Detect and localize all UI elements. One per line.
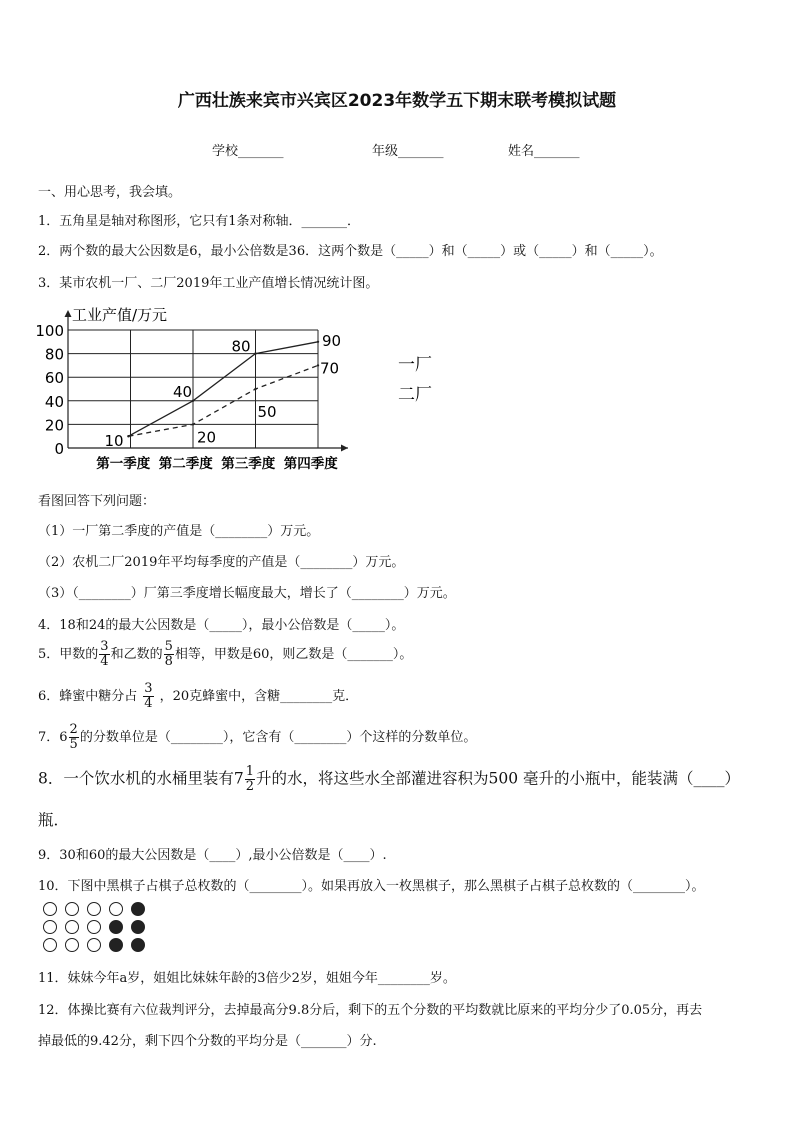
question-5: 5．甲数的 $\frac{3}{4}$ 和乙数的 $\frac{5}{8}$ 相等，甲数是60，则乙数是（_______）。	[38, 639, 413, 669]
question-3: 3．某市农机一厂、二厂2019年工业产值增长情况统计图。	[38, 276, 379, 291]
data-point	[317, 341, 319, 343]
page-title: 广西壮族来宾市兴宾区2023年数学五下期末联考模拟试题	[177, 91, 617, 111]
data-label: 90	[322, 331, 342, 350]
question-6: 6．蜂蜜中糖分占 $\frac{3}{4}$ ，20克蜂蜜中，含糖________克．	[38, 681, 359, 711]
data-point	[192, 423, 194, 425]
fraction: $\frac{2}{5}$	[69, 722, 78, 752]
y-tick-label: 20	[44, 416, 64, 435]
y-tick-label: 0	[54, 440, 64, 458]
x-category-label: 第三季度	[221, 456, 276, 472]
x-axis-arrow	[341, 445, 348, 452]
white-stone	[65, 920, 79, 934]
white-stone	[43, 902, 57, 916]
question-2: 2．两个数的最大公因数是6，最小公倍数是36．这两个数是（_____）和（_____）或（_____）和（_____）。	[38, 244, 663, 259]
fraction: $\frac{5}{8}$	[164, 639, 173, 669]
data-point	[254, 352, 256, 354]
question-8: 8．一个饮水机的水桶里装有7 $\frac{1}{2}$ 升的水，将这些水全部灌进容积为500 毫升的小瓶中，能装满（____）	[38, 764, 741, 794]
white-stone	[65, 938, 79, 952]
question-9: 9．30和60的最大公因数是（____）,最小公倍数是（____）.	[38, 848, 387, 863]
y-axis-arrow	[65, 310, 72, 317]
y-tick-labels	[35, 322, 64, 458]
data-point	[127, 435, 129, 437]
white-stone	[87, 920, 101, 934]
x-category-label: 第二季度	[158, 456, 213, 472]
white-stone	[43, 920, 57, 934]
question-1: 1．五角星是轴对称图形，它只有1条对称轴．_______．	[38, 214, 361, 229]
grade-field: 年级_______	[372, 144, 444, 159]
y-tick-label: 80	[44, 345, 64, 364]
x-category-label: 第四季度	[283, 456, 338, 472]
data-point	[254, 388, 256, 390]
data-label: 20	[197, 428, 217, 447]
x-category-label: 第一季度	[96, 456, 151, 472]
y-tick-label: 100	[35, 322, 64, 340]
question-3-2: （2）农机二厂2019年平均每季度的产值是（________）万元。	[38, 555, 405, 570]
data-point	[317, 364, 319, 366]
line-chart	[28, 300, 448, 480]
school-field: 学校_______	[212, 144, 284, 159]
question-12-continued: 掉最低的9.42分，剩下四个分数的平均分是（_______）分.	[38, 1034, 377, 1049]
question-3-1: （1）一厂第二季度的产值是（________）万元。	[38, 524, 320, 539]
white-stone	[109, 902, 123, 916]
chart-legend	[398, 355, 432, 405]
x-category-labels	[96, 455, 338, 472]
data-label: 10	[104, 432, 124, 451]
question-12: 12．体操比赛有六位裁判评分，去掉最高分9.8分后，剩下的五个分数的平均数就比原来的平均分少了0.05分，再去	[38, 1003, 703, 1018]
data-point	[192, 400, 194, 402]
white-stone	[43, 938, 57, 952]
question-3-3: （3）（________）厂第三季度增长幅度最大，增长了（________）万元。	[38, 586, 456, 601]
name-field: 姓名_______	[508, 144, 580, 159]
data-label: 70	[320, 359, 340, 378]
black-stone	[131, 902, 145, 916]
question-7: 7．6 $\frac{2}{5}$ 的分数单位是（________），它含有（________）个这样的分数单位。	[38, 722, 477, 752]
series-line-1	[129, 342, 319, 436]
chart-series	[105, 332, 342, 450]
question-11: 11．妹妹今年a岁，姐姐比妹妹年龄的3倍少2岁，姐姐今年________岁。	[38, 971, 456, 986]
white-stone	[87, 902, 101, 916]
fraction: $\frac{3}{4}$	[144, 681, 153, 711]
question-8-continued: 瓶．	[38, 811, 70, 829]
data-label: 40	[173, 382, 193, 401]
data-label: 50	[257, 403, 277, 421]
legend-entry: 二厂	[398, 385, 432, 405]
legend-entry: 一厂	[398, 355, 432, 375]
question-10: 10．下图中黑棋子占棋子总枚数的（________）。如果再放入一枚黑棋子，那么黑棋子占棋子总枚数的（________）。	[38, 879, 705, 894]
question-4: 4．18和24的最大公因数是（_____），最小公倍数是（_____）。	[38, 618, 405, 633]
y-tick-label: 60	[44, 369, 64, 388]
black-stone	[109, 920, 123, 934]
y-tick-label: 40	[44, 392, 64, 411]
white-stone	[65, 902, 79, 916]
black-stone	[131, 920, 145, 934]
y-axis-label: 工业产值/万元	[72, 306, 168, 324]
fraction: $\frac{1}{2}$	[245, 764, 255, 794]
white-stone	[87, 938, 101, 952]
black-stone	[109, 938, 123, 952]
data-label: 80	[231, 337, 251, 356]
black-stone	[131, 938, 145, 952]
fraction: $\frac{3}{4}$	[100, 639, 109, 669]
question-3-prompt: 看图回答下列问题：	[38, 494, 156, 509]
section-heading: 一、用心思考，我会填。	[38, 185, 182, 200]
